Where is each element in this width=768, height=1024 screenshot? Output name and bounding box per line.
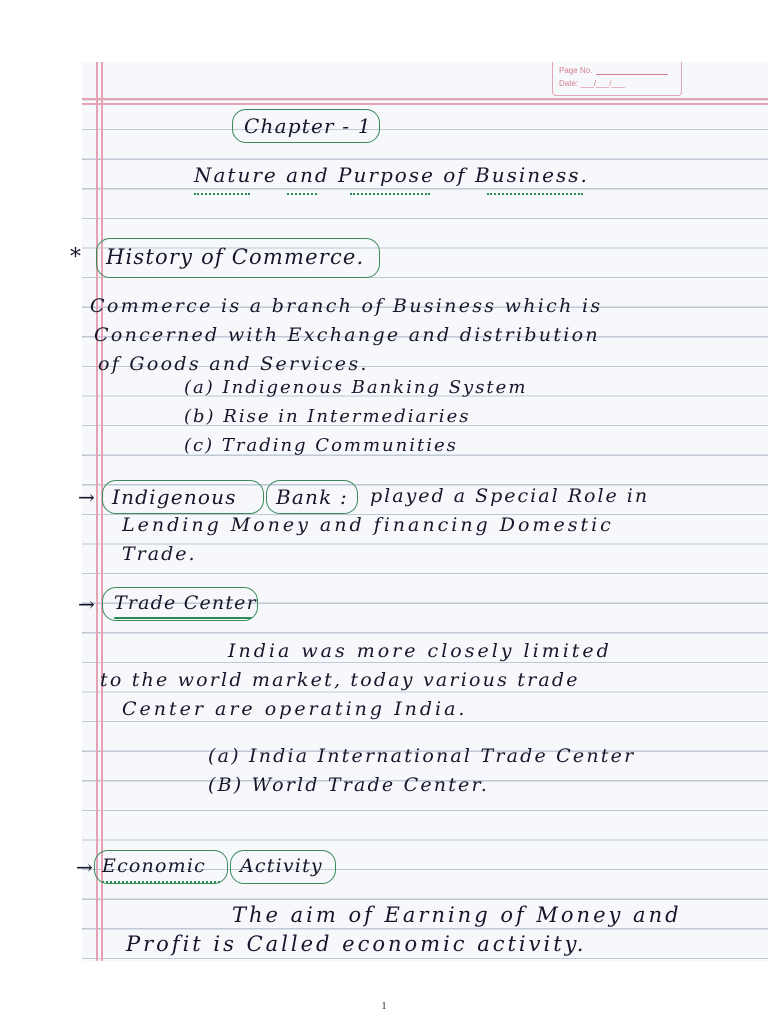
trade-center-underline <box>114 617 252 619</box>
economic-body-line: Profit is Called economic activity. <box>126 932 587 956</box>
title-underline <box>194 190 250 195</box>
economic-body-line: The aim of Earning of Money and <box>232 903 682 927</box>
title-underline <box>287 190 317 195</box>
margin-rule <box>101 62 103 961</box>
trade-list-item: (a) India International Trade Center <box>208 745 636 767</box>
trade-center-heading: Trade Center <box>114 592 257 614</box>
history-body-line: Concerned with Exchange and distribution <box>94 324 600 346</box>
indigenous-heading: Indigenous <box>112 485 237 509</box>
indigenous-body-line: played a Special Role in <box>370 485 650 507</box>
history-list-item: (c) Trading Communities <box>184 435 458 456</box>
history-list-item: (a) Indigenous Banking System <box>184 377 528 398</box>
arrow: → <box>78 592 96 616</box>
indigenous-body-line: Lending Money and financing Domestic <box>122 514 614 536</box>
bullet-star: * <box>70 245 83 270</box>
history-list-item: (b) Rise in Intermediaries <box>184 406 471 427</box>
header-rule <box>82 103 768 105</box>
margin-rule <box>96 62 98 961</box>
title-underline <box>350 190 430 195</box>
header-rule <box>82 98 768 100</box>
bank-heading: Bank : <box>276 485 348 509</box>
page-no-label: Page No. <box>559 66 593 75</box>
page-title: Nature and Purpose of Business. <box>194 163 589 187</box>
economic-heading: Economic <box>102 855 206 877</box>
history-body-line: of Goods and Services. <box>98 353 369 375</box>
history-heading: History of Commerce. <box>106 245 365 269</box>
activity-heading: Activity <box>240 855 323 877</box>
chapter-heading: Chapter - 1 <box>244 114 372 138</box>
page-number-date-box <box>552 62 682 96</box>
indigenous-body-line: Trade. <box>122 543 197 565</box>
date-label: Date: <box>559 79 579 88</box>
arrow: → <box>76 855 94 879</box>
notebook-page <box>70 62 768 961</box>
arrow: → <box>78 485 96 509</box>
trade-body-line: India was more closely limited <box>228 640 612 662</box>
history-body-line: Commerce is a branch of Business which is <box>90 295 603 317</box>
title-underline <box>487 190 583 195</box>
economic-underline <box>102 878 220 883</box>
trade-body-line: Center are operating India. <box>122 698 468 720</box>
page-number: 1 <box>381 1001 387 1012</box>
trade-list-item: (B) World Trade Center. <box>208 774 489 796</box>
date-blank: ___/___/___ <box>580 79 625 88</box>
trade-body-line: to the world market, today various trade <box>100 669 580 691</box>
